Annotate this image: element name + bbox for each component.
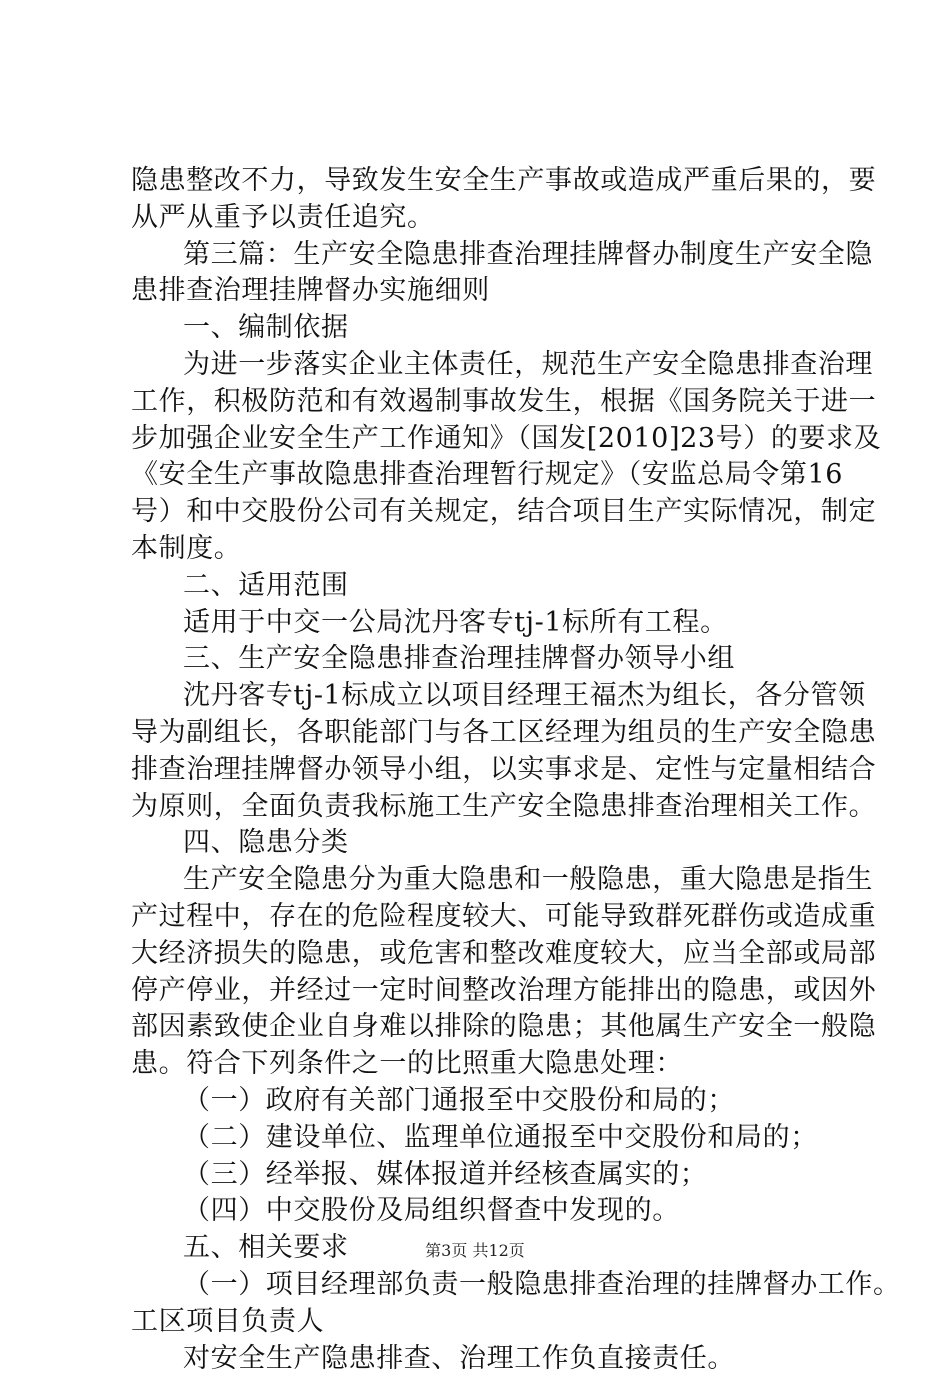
page-number: 第3页 共12页	[0, 1240, 950, 1262]
text-line: 大经济损失的隐患，或危害和整改难度较大，应当全部或局部	[131, 936, 837, 973]
text-line: 生产安全隐患分为重大隐患和一般隐患，重大隐患是指生	[131, 862, 837, 899]
text-line: （四）中交股份及局组织督查中发现的。	[131, 1193, 837, 1230]
text-line: 号）和中交股份公司有关规定，结合项目生产实际情况，制定	[131, 494, 837, 531]
text-line: 四、隐患分类	[131, 825, 837, 862]
text-line: 二、适用范围	[131, 568, 837, 605]
text-line: （一）项目经理部负责一般隐患排查治理的挂牌督办工作。	[131, 1267, 837, 1304]
text-line: 从严从重予以责任追究。	[131, 200, 837, 237]
text-line: 部因素致使企业自身难以排除的隐患；其他属生产安全一般隐	[131, 1009, 837, 1046]
text-line: 患排查治理挂牌督办实施细则	[131, 273, 837, 310]
text-line: 为原则，全面负责我标施工生产安全隐患排查治理相关工作。	[131, 789, 837, 826]
text-line: 排查治理挂牌督办领导小组，以实事求是、定性与定量相结合	[131, 752, 837, 789]
text-line: 沈丹客专tj-1标成立以项目经理王福杰为组长，各分管领	[131, 678, 837, 715]
text-line: 一、编制依据	[131, 310, 837, 347]
text-line: （三）经举报、媒体报道并经核查属实的；	[131, 1157, 837, 1194]
text-line: 对安全生产隐患排查、治理工作负直接责任。	[131, 1341, 837, 1377]
text-line: 患。符合下列条件之一的比照重大隐患处理：	[131, 1046, 837, 1083]
text-line: 步加强企业安全生产工作通知》（国发[2010]23号）的要求及	[131, 421, 837, 458]
document-body	[131, 163, 837, 1377]
text-line: 隐患整改不力，导致发生安全生产事故或造成严重后果的，要	[131, 163, 837, 200]
text-line: （二）建设单位、监理单位通报至中交股份和局的；	[131, 1120, 837, 1157]
text-line: 产过程中，存在的危险程度较大、可能导致群死群伤或造成重	[131, 899, 837, 936]
text-line: 第三篇：生产安全隐患排查治理挂牌督办制度生产安全隐	[131, 237, 837, 274]
text-line: 三、生产安全隐患排查治理挂牌督办领导小组	[131, 641, 837, 678]
text-line: 《安全生产事故隐患排查治理暂行规定》（安监总局令第16	[131, 457, 837, 494]
text-line: 导为副组长，各职能部门与各工区经理为组员的生产安全隐患	[131, 715, 837, 752]
text-line: 本制度。	[131, 531, 837, 568]
text-line: 工区项目负责人	[131, 1304, 837, 1341]
text-line: 五、相关要求	[131, 1230, 837, 1267]
text-line: （一）政府有关部门通报至中交股份和局的；	[131, 1083, 837, 1120]
text-line: 停产停业，并经过一定时间整改治理方能排出的隐患，或因外	[131, 973, 837, 1010]
text-line: 为进一步落实企业主体责任，规范生产安全隐患排查治理	[131, 347, 837, 384]
text-line: 工作，积极防范和有效遏制事故发生，根据《国务院关于进一	[131, 384, 837, 421]
text-line: 适用于中交一公局沈丹客专tj-1标所有工程。	[131, 605, 837, 642]
